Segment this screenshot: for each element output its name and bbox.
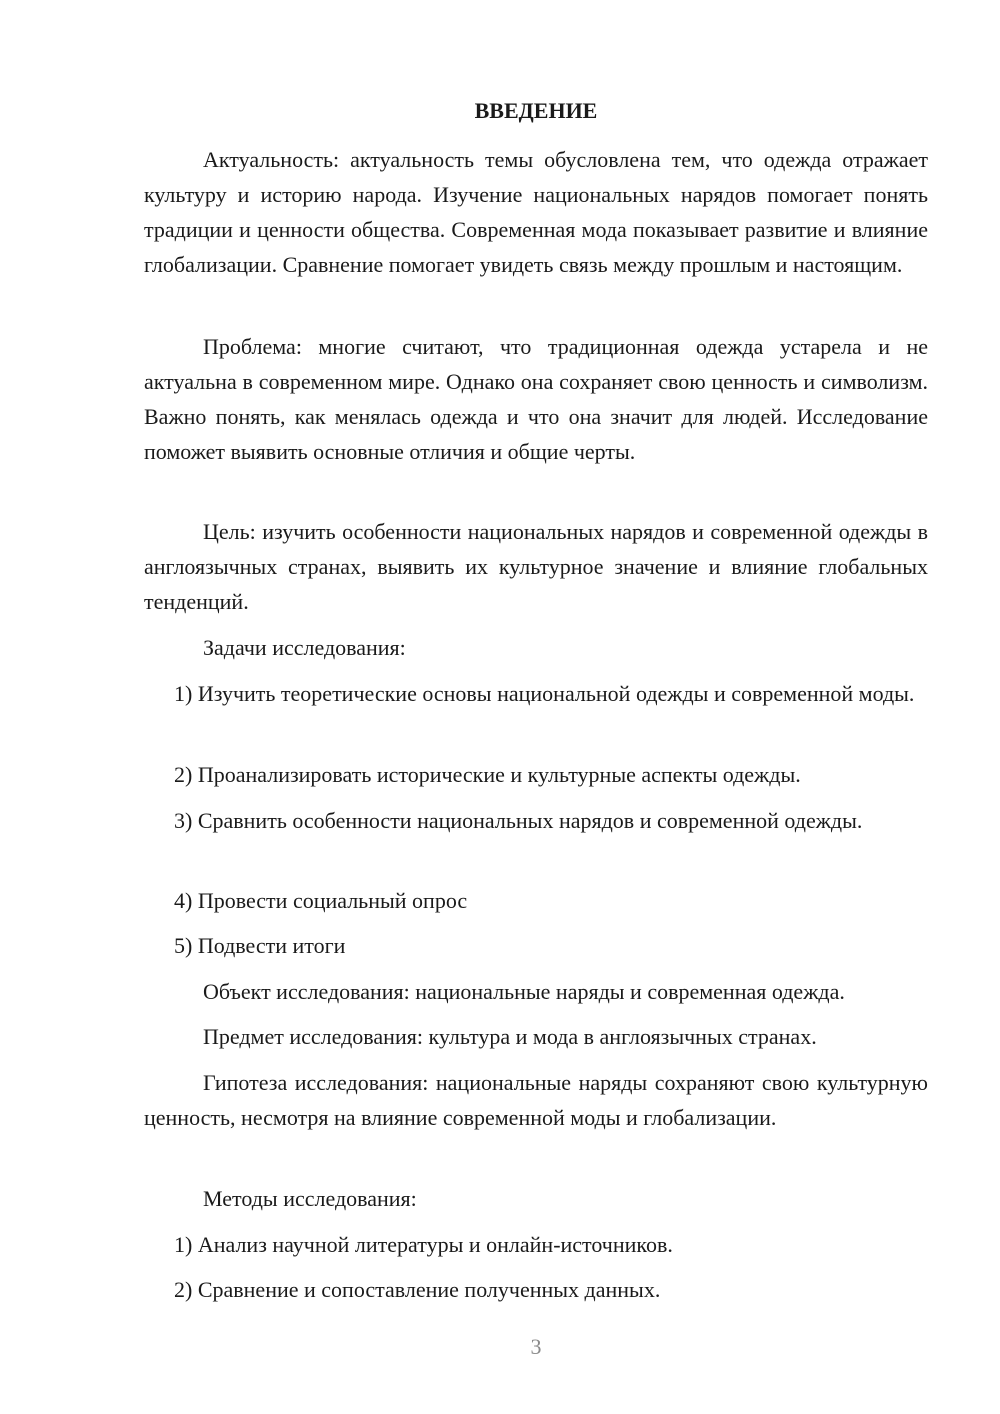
page-number: 3: [530, 1334, 542, 1359]
task-item-4: 4) Провести социальный опрос: [174, 888, 468, 913]
methods-heading: Методы исследования:: [203, 1186, 417, 1211]
section-title: ВВЕДЕНИЕ: [474, 98, 598, 123]
task-item-5: 5) Подвести итоги: [174, 933, 346, 958]
document-page: [144, 0, 928, 1414]
subject-paragraph: Предмет исследования: культура и мода в англоязычных странах.: [203, 1024, 817, 1049]
hypothesis-paragraph: Гипотеза исследования: национальные наряды сохраняют свою культурную ценность, несмотря на влияние современной моды и глобализации.: [144, 1070, 928, 1130]
method-item-1: 1) Анализ научной литературы и онлайн-источников.: [174, 1232, 673, 1257]
task-item-3: 3) Сравнить особенности национальных нарядов и современной одежды.: [174, 808, 863, 833]
problem-paragraph: Проблема: многие считают, что традиционная одежда устарела и не актуальна в современном мире. Однако она сохраняет свою ценность и символизм. Важно понять, как менялась одежда и что она значит для людей. Исследование поможет выявить основные отличия и общие черты.: [144, 334, 928, 464]
relevance-paragraph: Актуальность: актуальность темы обусловлена тем, что одежда отражает культуру и историю народа. Изучение национальных нарядов помогает понять традиции и ценности общества. Современная мода показывает развитие и влияние глобализации. Сравнение помогает увидеть связь между прошлым и настоящим.: [144, 147, 928, 277]
tasks-heading: Задачи исследования:: [203, 635, 406, 660]
method-item-2: 2) Сравнение и сопоставление полученных данных.: [174, 1277, 661, 1302]
goal-paragraph: Цель: изучить особенности национальных нарядов и современной одежды в англоязычных странах, выявить их культурное значение и влияние глобальных тенденций.: [144, 519, 928, 614]
task-item-1: 1) Изучить теоретические основы национальной одежды и современной моды.: [174, 681, 915, 706]
task-item-2: 2) Проанализировать исторические и культурные аспекты одежды.: [174, 762, 801, 787]
object-paragraph: Объект исследования: национальные наряды и современная одежда.: [203, 979, 845, 1004]
